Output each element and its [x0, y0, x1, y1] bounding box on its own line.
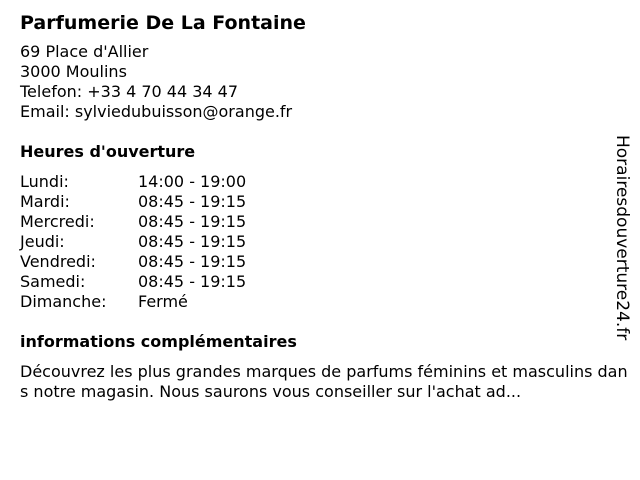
- time-range: 08:45 - 19:15: [138, 192, 247, 211]
- site-watermark: [612, 135, 636, 345]
- hours-heading: Heures d'ouverture: [20, 142, 196, 161]
- hours-row-thursday: [20, 232, 630, 252]
- time-range: 14:00 - 19:00: [138, 172, 247, 191]
- address-street: 69 Place d'Allier: [20, 42, 149, 61]
- time-range: 08:45 - 19:15: [138, 252, 247, 271]
- address-city: 3000 Moulins: [20, 62, 127, 81]
- day-label: Mardi:: [20, 192, 70, 211]
- email-address: Email: sylviedubuisson@orange.fr: [20, 102, 293, 121]
- day-label: Dimanche:: [20, 292, 107, 311]
- business-name: Parfumerie De La Fontaine: [20, 12, 306, 34]
- day-label: Jeudi:: [20, 232, 65, 251]
- time-range: 08:45 - 19:15: [138, 212, 247, 231]
- day-label: Samedi:: [20, 272, 86, 291]
- hours-row-saturday: [20, 272, 630, 292]
- hours-row-sunday: [20, 292, 630, 312]
- info-description: Découvrez les plus grandes marques de parfums féminins et masculins dans notre magasin. Nous saurons vous conseiller sur l'achat ad...: [20, 362, 628, 401]
- watermark-text: Horairesdouverture24.fr: [612, 135, 632, 341]
- hours-row-wednesday: [20, 212, 630, 232]
- hours-row-monday: [20, 172, 630, 192]
- opening-hours-list: [20, 172, 630, 312]
- info-heading: informations complémentaires: [20, 332, 297, 351]
- time-range: 08:45 - 19:15: [138, 232, 247, 251]
- day-label: Mercredi:: [20, 212, 95, 231]
- contact-block: [20, 42, 630, 122]
- time-range: Fermé: [138, 292, 188, 311]
- time-range: 08:45 - 19:15: [138, 272, 247, 291]
- day-label: Vendredi:: [20, 252, 96, 271]
- hours-row-friday: [20, 252, 630, 272]
- business-card: [20, 10, 630, 402]
- day-label: Lundi:: [20, 172, 69, 191]
- hours-row-tuesday: [20, 192, 630, 212]
- phone-number: Telefon: +33 4 70 44 34 47: [20, 82, 239, 101]
